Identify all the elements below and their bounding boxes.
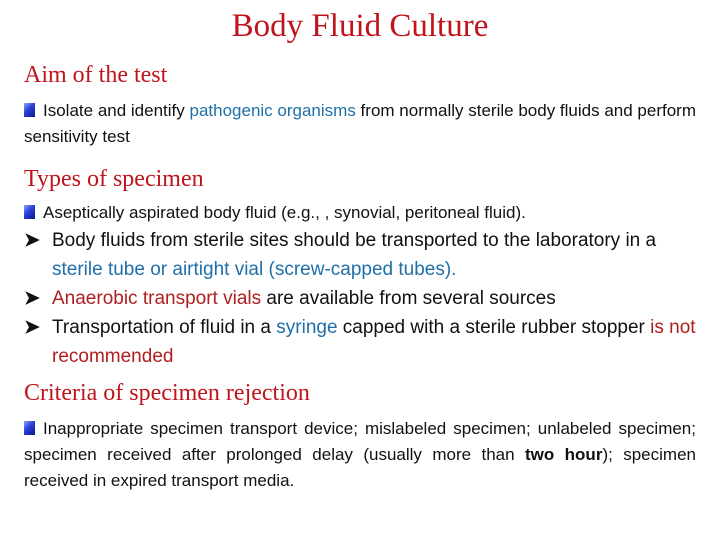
aim-highlight: pathogenic organisms xyxy=(189,101,356,120)
criteria-heading: Criteria of specimen rejection xyxy=(24,380,310,406)
item-3-highlight-red: is not recommended xyxy=(52,317,696,367)
arrow-bullet-icon: ➤ xyxy=(24,317,40,338)
blue-square-bullet-icon xyxy=(24,205,35,219)
arrow-bullet-icon: ➤ xyxy=(24,288,40,309)
aim-text-1: Isolate and identify xyxy=(43,101,190,120)
types-intro xyxy=(24,200,696,226)
criteria-paragraph xyxy=(24,416,696,494)
item-2-text: are available from several sources xyxy=(261,288,556,309)
item-2-highlight: Anaerobic transport vials xyxy=(52,288,262,309)
page-title: Body Fluid Culture xyxy=(231,8,489,44)
aim-paragraph xyxy=(24,98,696,150)
types-heading: Types of specimen xyxy=(24,166,204,192)
criteria-bold: two hour xyxy=(524,445,603,464)
arrow-bullet-icon: ➤ xyxy=(24,230,40,251)
item-1-highlight: sterile tube or airtight vial (screw-capped tubes). xyxy=(52,259,457,280)
types-intro-text: Aseptically aspirated body fluid (e.g., , synovial, peritoneal fluid). xyxy=(43,203,526,222)
list-item xyxy=(24,226,704,284)
item-3-text-1: Transportation of fluid in a xyxy=(52,317,277,338)
item-3-highlight-blue: syringe xyxy=(276,317,338,338)
blue-square-bullet-icon xyxy=(24,103,35,117)
types-list xyxy=(24,226,704,371)
criteria-text-1: Inappropriate specimen transport device; mislabeled specimen; unlabeled specimen; specimen received after prolonged delay (usually more than xyxy=(24,419,696,464)
aim-heading: Aim of the test xyxy=(24,62,168,88)
item-3-text-2: capped with a sterile rubber stopper xyxy=(337,317,651,338)
criteria-text-2: ); specimen received in expired transport media. xyxy=(24,445,696,490)
blue-square-bullet-icon xyxy=(24,421,35,435)
list-item xyxy=(24,284,704,313)
aim-text-2: from normally sterile body fluids and perform sensitivity test xyxy=(24,101,696,146)
item-1-text: Body fluids from sterile sites should be transported to the laboratory in a xyxy=(52,230,657,251)
list-item xyxy=(24,313,704,371)
